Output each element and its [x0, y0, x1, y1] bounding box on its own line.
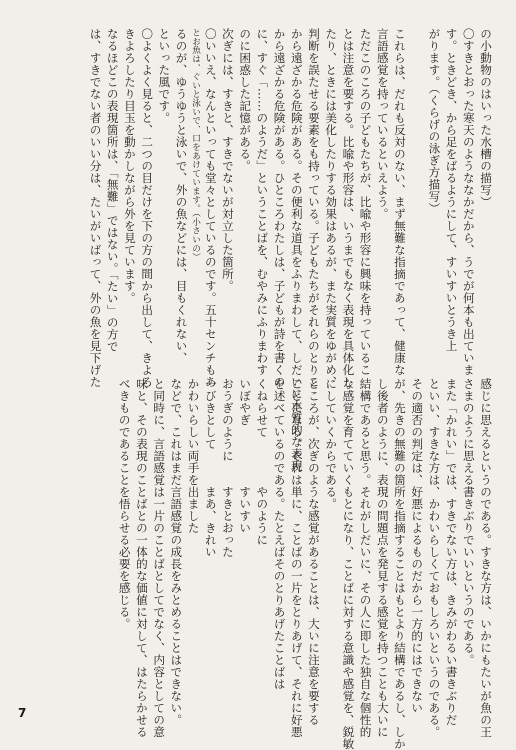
text-line: の小動物のはいった水槽の描写）: [479, 28, 493, 208]
text-line: その適否の判定は、好悪によるものだから一方的にはできない: [410, 378, 425, 714]
text-line: といった風です。: [157, 28, 172, 124]
page-number: 7: [18, 706, 27, 720]
text-line: 結構であると思う。それがしだいに、その人に即した独自な個性的: [358, 378, 373, 738]
text-line: を述べているのである。たとえばそのとりあげたことばは: [272, 378, 287, 690]
text-line: 〇いいえ、なんといっても堂々としているのです。五十センチもあ: [203, 28, 218, 388]
text-line: さまのように思える書きぶりでいいというのである。: [461, 378, 476, 666]
text-line: おうぎのように すきとおった: [220, 378, 235, 558]
text-line: くねらせて やのように: [255, 378, 270, 546]
text-line: から遠ざかる危険がある。その便利な道具をふりまわして、しだいに本質的な表現: [289, 28, 304, 472]
text-line: 〇すきとおった寒天のようななかだから、うでが何本も出ていま: [461, 28, 476, 376]
text-line: これらは、だれも反対のない、まず無難な指摘であって、健康な: [392, 28, 407, 376]
text-line: きよろしたり目玉を動かしながら外を見ています。: [122, 28, 137, 304]
text-line: が、先きの無難の箇所を指摘することはもとより結構であるし、しか: [392, 378, 407, 750]
text-line: と同時に、言語感覚は一片のことばとしてでなく、内容としての意: [152, 378, 167, 738]
text-line: なるほどこの表現箇所は、「無難」ではない。「たい」の方で: [105, 28, 120, 353]
text-line: ことになる。それは単に、ことばの一片をとりあげて、それに好悪: [289, 378, 304, 738]
text-line: とは注意を要する。比喩や形容は、いうまでもなく表現を具体化し: [341, 28, 356, 388]
text-line: 感じに思えるというのである。すきな方は、いかにもたいが魚の王: [479, 378, 493, 738]
text-line: ところが、次ぎのような感覚があることは、大いに注意を要する: [306, 378, 321, 726]
text-line: な感覚を育てていくもとになり、ことばに対する意識や感覚を、鋭敏: [341, 378, 356, 750]
text-line: にしていくからである。: [324, 378, 339, 510]
text-line: 次ぎには、すきと、すきでないが対立した箇所。: [220, 28, 235, 292]
text-line: 判断を誤たせる要素をも持っている。子どもたちがそれらのとりこ: [306, 28, 321, 388]
text-line: べきものであることを悟らせる必要を感じる。: [117, 378, 132, 630]
text-line: のに困惑した記憶がある。: [238, 28, 253, 172]
text-line: といい、すきな方は、かわいらしくておもしろいというのである。: [427, 378, 442, 738]
text-line: 〇よくよく見ると、二つの目だけを下の方の間から出して、きよろ: [140, 28, 155, 388]
text-line: ただこのころの子どもたちが、比喩や形容に興味を持っているこ: [358, 28, 373, 376]
text-line: は、すきでない者のいい分は、たいがいばって、外の魚を見下げた: [88, 28, 103, 388]
text-line: いぼやぎ すいすい: [238, 378, 253, 534]
text-line: また「かれい」では、すきでない方は、きみがわるい書きぶりだ: [444, 378, 459, 726]
text-line: に、すぐ「……のようだ」ということばを、むやみにふりまわす: [255, 28, 270, 376]
lower-text-block: [116, 378, 494, 750]
text-line: 味と、その表現のことばとの一体的な価値に対して、はたらかせる: [134, 378, 149, 738]
text-line: す。ときどき、から足をばるようにして、すいすいとうき上: [444, 28, 459, 352]
text-line: などで、これはまだ言語感覚の成長をみとめることはできない。: [169, 378, 184, 726]
text-line: とお魚は、ぐいと泳いで、口をあけています。（小さいの）: [190, 28, 201, 262]
text-line: 言語感覚を持っているといえよう。: [375, 28, 390, 220]
text-line: がります。（くらげの泳ぎ方描写）: [427, 28, 442, 215]
text-line: [408, 28, 425, 358]
text-line: たり、ときには美化したりする効果はあるが、また実質をゆがめ、: [324, 28, 339, 388]
text-line: 一びきとして まあ、きれい: [203, 378, 218, 558]
text-line: から遠ざかる危険がある。ひところわたしは、子どもが詩を書くの: [272, 28, 287, 388]
text-line: かわいらしい両手を出ました: [186, 378, 201, 534]
text-line: し後者のように、表現の問題点を発見する感覚を持つことも大いに: [375, 378, 390, 738]
text-line: るのが、ゆうゆうと泳いで、外の魚などには、目もくれない、: [174, 28, 189, 364]
